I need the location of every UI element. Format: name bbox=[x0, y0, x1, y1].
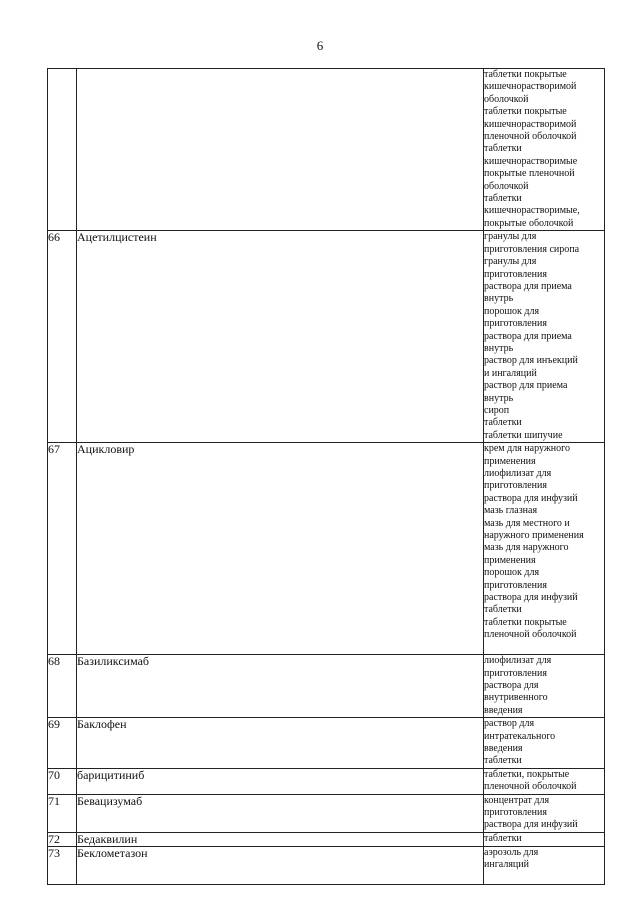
dosage-form-line: и ингаляций bbox=[484, 367, 537, 379]
table-row bbox=[48, 832, 605, 846]
row-number: 67 bbox=[48, 443, 77, 655]
dosage-form-line: раствора для инфузий bbox=[484, 592, 578, 604]
row-number: 73 bbox=[48, 846, 77, 884]
dosage-forms-cell bbox=[484, 69, 605, 231]
dosage-forms-cell bbox=[484, 655, 605, 718]
dosage-form-line: внутрь bbox=[484, 392, 514, 404]
dosage-form-line: пленочной оболочкой bbox=[484, 131, 577, 143]
table-row bbox=[48, 655, 605, 718]
dosage-form-line: раствор для инъекций bbox=[484, 355, 578, 367]
row-number: 71 bbox=[48, 794, 77, 832]
drug-name: барицитиниб bbox=[77, 768, 484, 794]
dosage-form-line: кишечнорастворимой bbox=[484, 81, 577, 93]
dosage-form-line: применения bbox=[484, 455, 536, 467]
table-row bbox=[48, 718, 605, 769]
dosage-form-line: кишечнорастворимой bbox=[484, 118, 577, 130]
dosage-form-line: раствора для приема bbox=[484, 330, 572, 342]
dosage-form-line: таблетки bbox=[484, 143, 522, 155]
dosage-forms-cell bbox=[484, 794, 605, 832]
dosage-form-line: таблетки bbox=[484, 755, 522, 767]
dosage-forms-cell bbox=[484, 846, 605, 884]
drug-name: Беклометазон bbox=[77, 846, 484, 884]
dosage-form-line: покрытые пленочной bbox=[484, 168, 575, 180]
dosage-form-line: порошок для bbox=[484, 567, 540, 579]
row-number bbox=[48, 69, 77, 231]
dosage-form-line: покрытые оболочкой bbox=[484, 217, 574, 229]
dosage-form-line: мазь для наружного bbox=[484, 542, 569, 554]
dosage-form-line: пленочной оболочкой bbox=[484, 781, 577, 793]
dosage-form-line: пленочной оболочкой bbox=[484, 629, 577, 641]
dosage-form-line: таблетки, покрытые bbox=[484, 768, 570, 780]
dosage-form-line: интратекального bbox=[484, 730, 556, 742]
dosage-form-line: раствор для приема bbox=[484, 380, 568, 392]
dosage-form-line: приготовления bbox=[484, 480, 547, 492]
table-row bbox=[48, 846, 605, 884]
row-number: 70 bbox=[48, 768, 77, 794]
dosage-form-line: внутрь bbox=[484, 293, 514, 305]
drug-name: Бевацизумаб bbox=[77, 794, 484, 832]
dosage-form-line: лиофилизат для bbox=[484, 655, 552, 667]
dosage-form-line: крем для наружного bbox=[484, 443, 570, 455]
dosage-forms-cell bbox=[484, 718, 605, 769]
row-number: 68 bbox=[48, 655, 77, 718]
dosage-form-line: применения bbox=[484, 554, 536, 566]
dosage-form-line: концентрат для bbox=[484, 794, 550, 806]
dosage-form-line: таблетки bbox=[484, 832, 522, 844]
dosage-form-line: кишечнорастворимые bbox=[484, 155, 578, 167]
dosage-form-line: гранулы для bbox=[484, 231, 537, 243]
dosage-form-line: внутрь bbox=[484, 342, 514, 354]
dosage-form-line: таблетки покрытые bbox=[484, 616, 567, 628]
dosage-form-line bbox=[484, 642, 604, 654]
dosage-form-line: раствора для инфузий bbox=[484, 819, 578, 831]
dosage-form-line: приготовления bbox=[484, 268, 547, 280]
dosage-form-line: раствора для bbox=[484, 679, 539, 691]
dosage-form-line: приготовления bbox=[484, 579, 547, 591]
dosage-form-line: мазь для местного и bbox=[484, 517, 570, 529]
dosage-form-line: сироп bbox=[484, 404, 510, 416]
dosage-form-line: порошок для bbox=[484, 305, 540, 317]
dosage-form-line: ингаляций bbox=[484, 859, 529, 871]
drug-name: Ацикловир bbox=[77, 443, 484, 655]
dosage-form-line: приготовления bbox=[484, 806, 547, 818]
dosage-form-line: таблетки шипучие bbox=[484, 429, 563, 441]
drug-name: Бедаквилин bbox=[77, 832, 484, 846]
dosage-form-line: введения bbox=[484, 742, 523, 754]
dosage-form-line: таблетки bbox=[484, 417, 522, 429]
dosage-form-line: приготовления сиропа bbox=[484, 243, 580, 255]
dosage-forms-cell bbox=[484, 768, 605, 794]
dosage-forms-cell bbox=[484, 443, 605, 655]
row-number: 66 bbox=[48, 231, 77, 443]
row-number: 72 bbox=[48, 832, 77, 846]
dosage-form-line: аэрозоль для bbox=[484, 846, 539, 858]
dosage-forms-cell bbox=[484, 832, 605, 846]
dosage-form-line: внутривенного bbox=[484, 692, 548, 704]
drug-name: Базиликсимаб bbox=[77, 655, 484, 718]
dosage-form-line: таблетки bbox=[484, 604, 522, 616]
dosage-form-line: оболочкой bbox=[484, 180, 529, 192]
drug-name bbox=[77, 69, 484, 231]
dosage-form-line: раствор для bbox=[484, 718, 535, 730]
page-number: 6 bbox=[316, 38, 324, 53]
table-row bbox=[48, 443, 605, 655]
dosage-form-line: приготовления bbox=[484, 318, 547, 330]
dosage-form-line: таблетки покрытые bbox=[484, 106, 567, 118]
dosage-form-line: лиофилизат для bbox=[484, 468, 552, 479]
dosage-form-line: приготовления bbox=[484, 667, 547, 679]
table-row bbox=[48, 231, 605, 443]
dosage-form-line: таблетки покрытые bbox=[484, 69, 567, 80]
table-body bbox=[48, 69, 605, 885]
dosage-form-line: наружного применения bbox=[484, 530, 584, 542]
dosage-form-line: мазь глазная bbox=[484, 505, 538, 517]
dosage-form-line: таблетки bbox=[484, 193, 522, 205]
dosage-form-line: введения bbox=[484, 704, 523, 716]
drug-list-table bbox=[47, 68, 605, 885]
table-row bbox=[48, 69, 605, 231]
table-row bbox=[48, 768, 605, 794]
dosage-form-line bbox=[484, 872, 604, 884]
dosage-form-line: гранулы для bbox=[484, 256, 537, 268]
table-row bbox=[48, 794, 605, 832]
dosage-form-line: раствора для приема bbox=[484, 280, 572, 292]
dosage-form-line: раствора для инфузий bbox=[484, 492, 578, 504]
row-number: 69 bbox=[48, 718, 77, 769]
drug-name: Баклофен bbox=[77, 718, 484, 769]
drug-name: Ацетилцистеин bbox=[77, 231, 484, 443]
dosage-forms-cell bbox=[484, 231, 605, 443]
dosage-form-line: оболочкой bbox=[484, 93, 529, 105]
dosage-form-line: кишечнорастворимые, bbox=[484, 205, 580, 217]
